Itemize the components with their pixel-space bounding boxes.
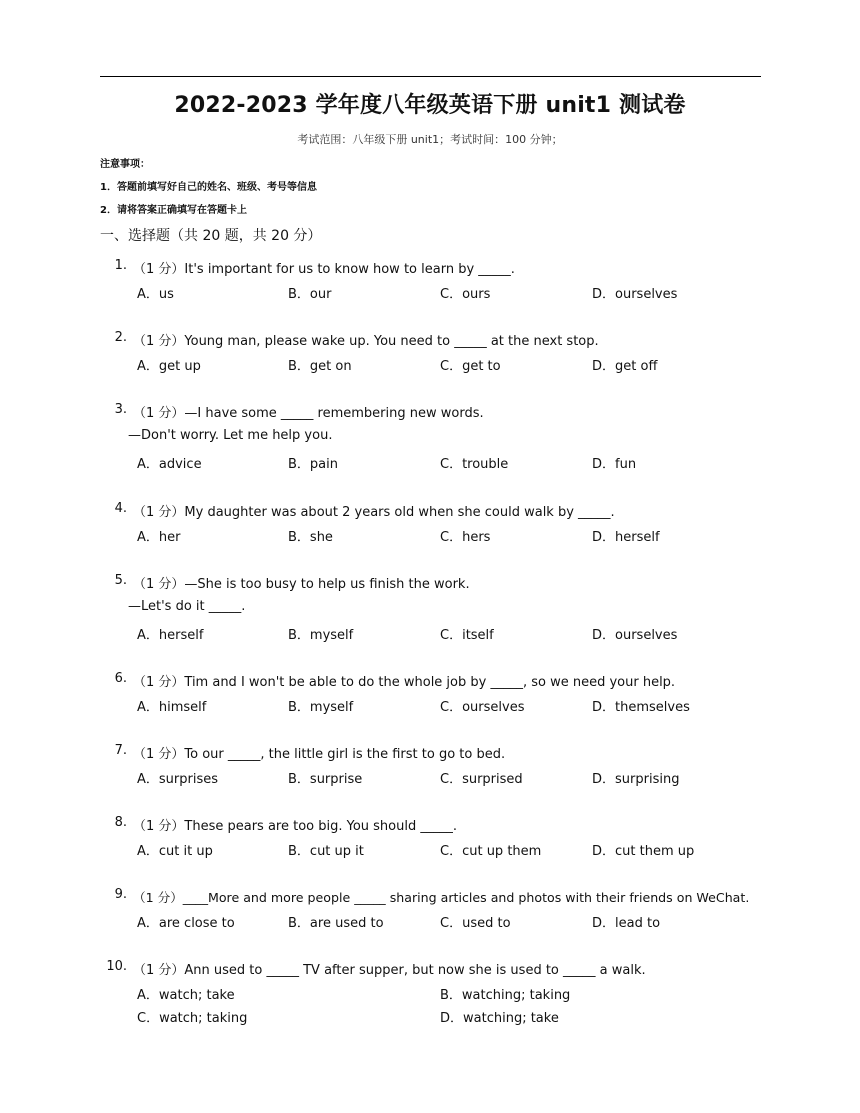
option-b: B．she [288,530,333,545]
option-d: D．herself [592,530,660,545]
option-d: D．cut them up [592,844,695,859]
option-a: A．cut it up [137,844,213,859]
option-d: D．ourselves [592,628,678,643]
page-title: 2022-2023 学年度八年级英语下册 unit1 测试卷 [174,93,686,118]
option-a: A．are close to [137,916,235,931]
option-c: C．watch; taking [137,1011,248,1026]
question-number: 6. [114,671,127,686]
option-b: B．get on [288,359,352,374]
question-stem: （1 分）My daughter was about 2 years old when she could walk by _____. [133,505,615,520]
option-c: C．itself [440,628,494,643]
option-d: D．themselves [592,700,690,715]
option-a: A．himself [137,700,207,715]
question-number: 8. [114,815,127,830]
option-d: D．ourselves [592,287,678,302]
question-number: 3. [114,402,127,417]
notice-item: 1．答题前填写好自己的姓名、班级、考号等信息 [100,182,317,193]
option-a: A．get up [137,359,201,374]
option-b: B．myself [288,700,354,715]
option-d: D．surprising [592,772,680,787]
question-number: 9. [114,887,127,902]
question-stem: （1 分）To our _____, the little girl is the first to go to bed. [133,747,506,762]
top-rule [100,76,761,77]
question-stem: （1 分）—She is too busy to help us finish the work. [133,577,470,592]
option-a: A．watch; take [137,988,235,1003]
question-number: 4. [114,501,127,516]
option-b: B．myself [288,628,354,643]
option-c: C．trouble [440,457,509,472]
question-stem: （1 分）Young man, please wake up. You need to _____ at the next stop. [133,334,599,349]
option-c: C．surprised [440,772,523,787]
option-c: C．hers [440,530,491,545]
option-b: B．pain [288,457,338,472]
notice-heading: 注意事项： [100,159,150,170]
question-stem: （1 分）It's important for us to know how to learn by _____. [133,262,515,277]
option-b: B．our [288,287,332,302]
option-a: A．advice [137,457,202,472]
question-number: 7. [114,743,127,758]
question-continuation: —Don't worry. Let me help you. [128,428,333,443]
question-stem: （1 分）—I have some _____ remembering new words. [133,406,484,421]
question-number: 1. [114,258,127,273]
option-b: B．are used to [288,916,384,931]
option-a: A．surprises [137,772,219,787]
question-stem: （1 分）Ann used to _____ TV after supper, but now she is used to _____ a walk. [133,963,646,978]
option-b: B．cut up it [288,844,364,859]
question-stem: （1 分）____More and more people _____ sharing articles and photos with their friends on WeChat. [133,890,750,905]
question-stem: （1 分）These pears are too big. You should _____. [133,819,457,834]
option-c: C．get to [440,359,501,374]
option-c: C．used to [440,916,511,931]
option-a: A．her [137,530,181,545]
option-c: C．ourselves [440,700,525,715]
option-d: D．fun [592,457,637,472]
option-b: B．watching; taking [440,988,571,1003]
section-title: 一、选择题（共 20 题，共 20 分） [100,228,322,244]
option-d: D．lead to [592,916,661,931]
option-a: A．herself [137,628,204,643]
question-stem: （1 分）Tim and I won't be able to do the whole job by _____, so we need your help. [133,675,676,690]
notice-item: 2．请将答案正确填写在答题卡上 [100,205,247,216]
option-a: A．us [137,287,174,302]
question-number: 2. [114,330,127,345]
option-c: C．ours [440,287,491,302]
question-continuation: —Let's do it _____. [128,599,246,614]
option-d: D．watching; take [440,1011,559,1026]
option-c: C．cut up them [440,844,542,859]
exam-scope: 考试范围：八年级下册 unit1；考试时间：100 分钟； [297,133,563,146]
option-d: D．get off [592,359,658,374]
option-b: B．surprise [288,772,363,787]
question-number: 5. [114,573,127,588]
question-number: 10. [106,959,127,974]
